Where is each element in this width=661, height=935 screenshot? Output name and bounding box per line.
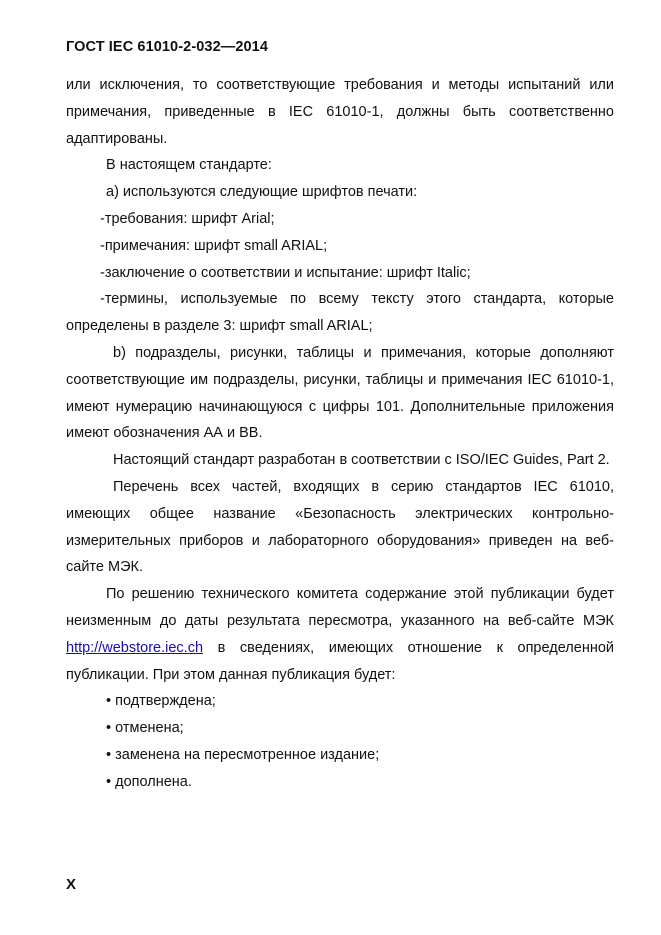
paragraph: а) используются следующие шрифтов печати: bbox=[106, 184, 418, 201]
document-body bbox=[66, 72, 614, 796]
paragraph: b) подразделы, рисунки, таблицы и примечания, которые дополняют соответствующие им подразделы, рисунки, таблицы и примечания IEC 61010-1, имеют нумерацию начинающуюся с цифры 101. Дополнительные приложения имеют обозначения АА и ВВ. bbox=[66, 344, 614, 442]
list-item: -примечания: шрифт small ARIAL; bbox=[100, 237, 328, 254]
list-item: -заключение о соответствии и испытание: шрифт Italic; bbox=[100, 264, 471, 281]
document-header: ГОСТ IEC 61010-2-032—2014 bbox=[66, 39, 268, 55]
paragraph-text: По решению технического комитета содержание этой публикации будет неизменным до даты результата пересмотра, указанного на веб-сайте МЭК bbox=[66, 586, 614, 629]
paragraph bbox=[66, 581, 614, 688]
page-number: X bbox=[66, 876, 77, 893]
webstore-link[interactable]: http://webstore.iec.ch bbox=[66, 639, 204, 656]
list-item: -требования: шрифт Arial; bbox=[100, 210, 275, 227]
bullet-item: • подтверждена; bbox=[106, 693, 216, 710]
bullet-item: • отменена; bbox=[106, 720, 184, 737]
paragraph: или исключения, то соответствующие требования и методы испытаний или примечания, приведенные в IEC 61010-1, должны быть соответственно адаптированы. bbox=[66, 77, 614, 147]
paragraph-text: в сведениях, имеющих отношение к определенной публикации. При этом данная публикация будет: bbox=[66, 639, 614, 683]
list-item: -термины, используемые по всему тексту этого стандарта, которые определены в разделе 3: шрифт small ARIAL; bbox=[66, 291, 614, 335]
bullet-item: • дополнена. bbox=[106, 773, 192, 790]
paragraph: В настоящем стандарте: bbox=[106, 157, 272, 174]
paragraph: Перечень всех частей, входящих в серию стандартов IEC 61010, имеющих общее название «Безопасность электрических контрольно-измерительных приборов и лабораторного оборудования» приведен на веб-сайте МЭК. bbox=[66, 478, 614, 576]
paragraph: Настоящий стандарт разработан в соответствии с ISO/IEC Guides, Part 2. bbox=[113, 452, 610, 469]
bullet-item: • заменена на пересмотренное издание; bbox=[106, 746, 380, 763]
